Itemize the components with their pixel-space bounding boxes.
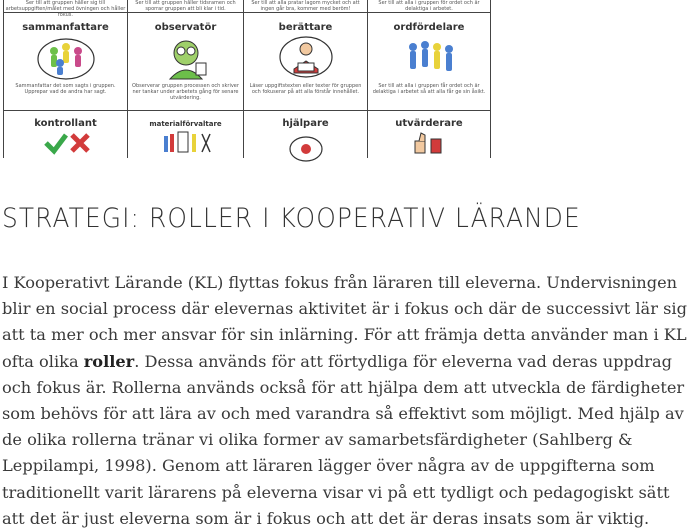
- paragraph-line: som behövs för att lära av och med varandra så effektivt som möjligt. Med hjälp av: [2, 404, 684, 424]
- role-card-text: Ser till att gruppen håller sig till arbetsuppgiften/målet med övningen och håller fokus.: [5, 0, 126, 18]
- thumbs-icon: [399, 129, 459, 155]
- grid-line: [127, 0, 128, 158]
- role-card-materialforvaltare: [129, 112, 242, 158]
- paragraph-line: [2, 349, 686, 375]
- role-card-title: ordfördelare: [393, 22, 465, 33]
- role-card-title: materialförvaltare: [149, 120, 222, 128]
- paragraph-text: . Dessa används för att förtydliga för eleverna vad deras uppdrag: [134, 351, 672, 371]
- role-card-text: Ser till att alla i gruppen för ordet och är delaktiga i arbetet.: [378, 0, 480, 12]
- role-card-utvarderare: [369, 112, 489, 158]
- role-card-sammanfattare: [5, 14, 126, 109]
- storyteller-icon: [276, 33, 336, 83]
- paragraph-line: att det är just eleverna som är i fokus och att det är deras insats som är viktig.: [2, 508, 650, 528]
- role-card-text: Ser till att alla i gruppen får ordet och är delaktiga i arbetet så att alla får ge sin åsikt.: [372, 83, 486, 95]
- roller-bold-text: roller: [83, 351, 135, 371]
- grid-line: [3, 110, 491, 111]
- paragraph-line: de olika rollerna tränar vi olika former av samarbetsfärdigheter (Sahlberg &: [2, 430, 633, 450]
- role-card-title: sammanfattare: [22, 22, 109, 33]
- role-card-top-1: [5, 0, 126, 18]
- paragraph-text: ofta olika: [2, 351, 84, 371]
- role-card-top-2: [129, 0, 242, 12]
- supplies-icon: [156, 128, 216, 154]
- paragraph-line: traditionellt varit lärarens på eleverna visar vi på ett tydligt och pedagogiskt sätt: [2, 482, 670, 502]
- role-card-title: kontrollant: [34, 118, 97, 129]
- paragraph-line: blir en social process där elevernas aktivitet är i fokus och där de successivt lär sig: [2, 299, 687, 319]
- check-cross-icon: [36, 129, 96, 155]
- grid-line: [3, 0, 4, 158]
- paragraph-line: I Kooperativt Lärande (KL) flyttas fokus från läraren till eleverna. Undervisningen: [2, 273, 678, 292]
- observer-icon: [156, 33, 216, 83]
- helper-icon: [276, 129, 336, 155]
- role-card-top-4: [369, 0, 489, 12]
- paragraph-line: Leppilampi, 1998). Genom att läraren lägger över några av de uppgifterna som: [2, 456, 655, 476]
- grid-line: [243, 0, 244, 158]
- paragraph-line: och fokus är. Rollerna används också för att hjälpa dem att utveckla de färdigheter: [2, 377, 685, 397]
- role-card-title: utvärderare: [395, 118, 463, 129]
- roles-illustration-image: [3, 0, 491, 158]
- role-card-top-3: [245, 0, 366, 12]
- role-card-observator: [129, 14, 242, 109]
- role-card-title: berättare: [278, 22, 333, 33]
- role-card-title: observatör: [154, 22, 217, 33]
- role-card-text: Sammanfattar det som sagts i gruppen. Upprepar vad de andra har sagt.: [15, 83, 116, 95]
- people-talking-icon: [36, 33, 96, 83]
- role-card-berattare: [245, 14, 366, 109]
- role-card-text: Ser till att gruppen håller tidsramen och sporrar gruppen att bli klar i tid.: [135, 0, 236, 12]
- article-paragraph: [2, 270, 686, 532]
- role-card-text: Observerar gruppen processen och skriver ner tankar under arbetets gång för senare utvärdering.: [132, 83, 239, 101]
- page-title: STRATEGI: ROLLER I KOOPERATIV LÄRANDE: [2, 203, 581, 234]
- role-card-text: Läser uppgiftstexten eller texter för gruppen och fokuserar på att alla förstår innehållet.: [249, 83, 362, 95]
- grid-line: [367, 0, 368, 158]
- role-card-text: Ser till att alla pratar lagom mycket och att ingen går bra, kommer med beröm!: [251, 0, 360, 12]
- role-card-title: hjälpare: [282, 118, 329, 129]
- role-card-ordfordelare: [369, 14, 489, 109]
- group-icon: [399, 33, 459, 83]
- grid-line: [490, 0, 491, 158]
- role-card-hjalpare: [245, 112, 366, 158]
- paragraph-line: att ta mer och mer ansvar för sin inlärning. För att främja detta använder man i KL: [2, 325, 687, 345]
- role-card-kontrollant: [5, 112, 126, 158]
